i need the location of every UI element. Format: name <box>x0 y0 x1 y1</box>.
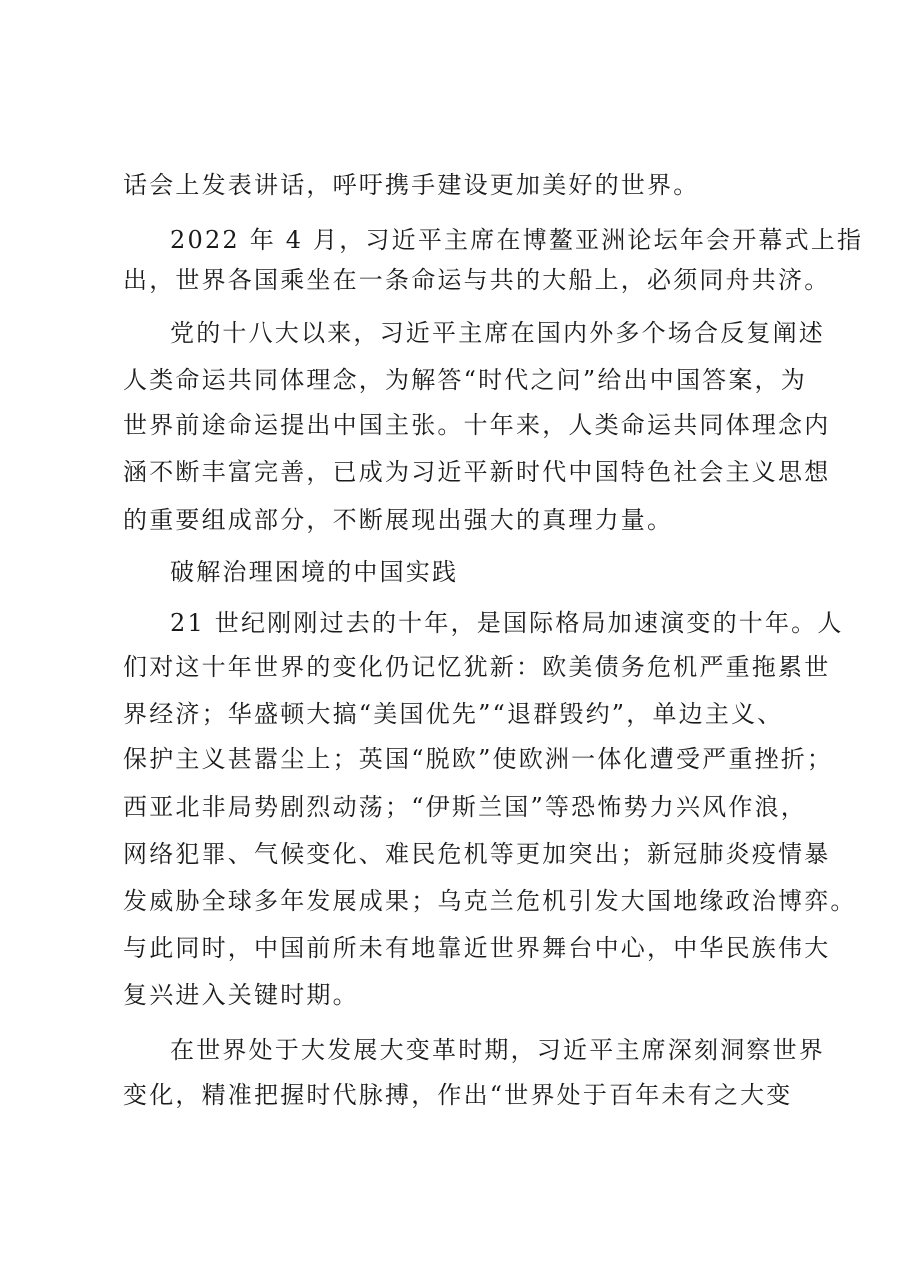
text-line: 与此同时，中国前所未有地靠近世界舞台中心，中华民族伟大 <box>123 934 831 962</box>
text-line: 发威胁全球多年发展成果；乌克兰危机引发大国地缘政治博弈。 <box>123 887 857 915</box>
text-line: 世界前途命运提出中国主张。十年来，人类命运共同体理念内 <box>123 411 831 439</box>
text-line: 话会上发表讲话，呼吁携手建设更加美好的世界。 <box>123 171 700 199</box>
section-heading: 破解治理困境的中国实践 <box>170 558 459 586</box>
paragraph-first-line: 21 世纪刚刚过去的十年，是国际格局加速演变的十年。人 <box>170 609 844 637</box>
paragraph-first-line: 2022 年 4 月，习近平主席在博鳌亚洲论坛年会开幕式上指 <box>170 226 864 254</box>
text-line: 人类命运共同体理念，为解答“时代之问”给出中国答案，为 <box>123 366 807 394</box>
text-line: 出，世界各国乘坐在一条命运与共的大船上，必须同舟共济。 <box>123 266 831 294</box>
text-line: 网络犯罪、气候变化、难民危机等更加突出；新冠肺炎疫情暴 <box>123 840 831 868</box>
text-line: 的重要组成部分，不断展现出强大的真理力量。 <box>123 506 674 534</box>
text-line: 界经济；华盛顿大搞“美国优先”“退群毁约”，单边主义、 <box>123 700 784 728</box>
text-line: 复兴进入关键时期。 <box>123 981 359 1009</box>
text-line: 西亚北非局势剧烈动荡；“伊斯兰国”等恐怖势力兴风作浪， <box>123 793 807 821</box>
paragraph-first-line: 在世界处于大发展大变革时期，习近平主席深刻洞察世界 <box>170 1036 825 1064</box>
text-line: 保护主义甚嚣尘上；英国“脱欧”使欧洲一体化遭受严重挫折； <box>123 745 834 773</box>
text-line: 变化，精准把握时代脉搏，作出“世界处于百年未有之大变 <box>123 1081 793 1109</box>
paragraph-first-line: 党的十八大以来，习近平主席在国内外多个场合反复阐述 <box>170 319 825 347</box>
text-line: 涵不断丰富完善，已成为习近平新时代中国特色社会主义思想 <box>123 458 831 486</box>
text-line: 们对这十年世界的变化仍记忆犹新：欧美债务危机严重拖累世 <box>123 653 831 681</box>
